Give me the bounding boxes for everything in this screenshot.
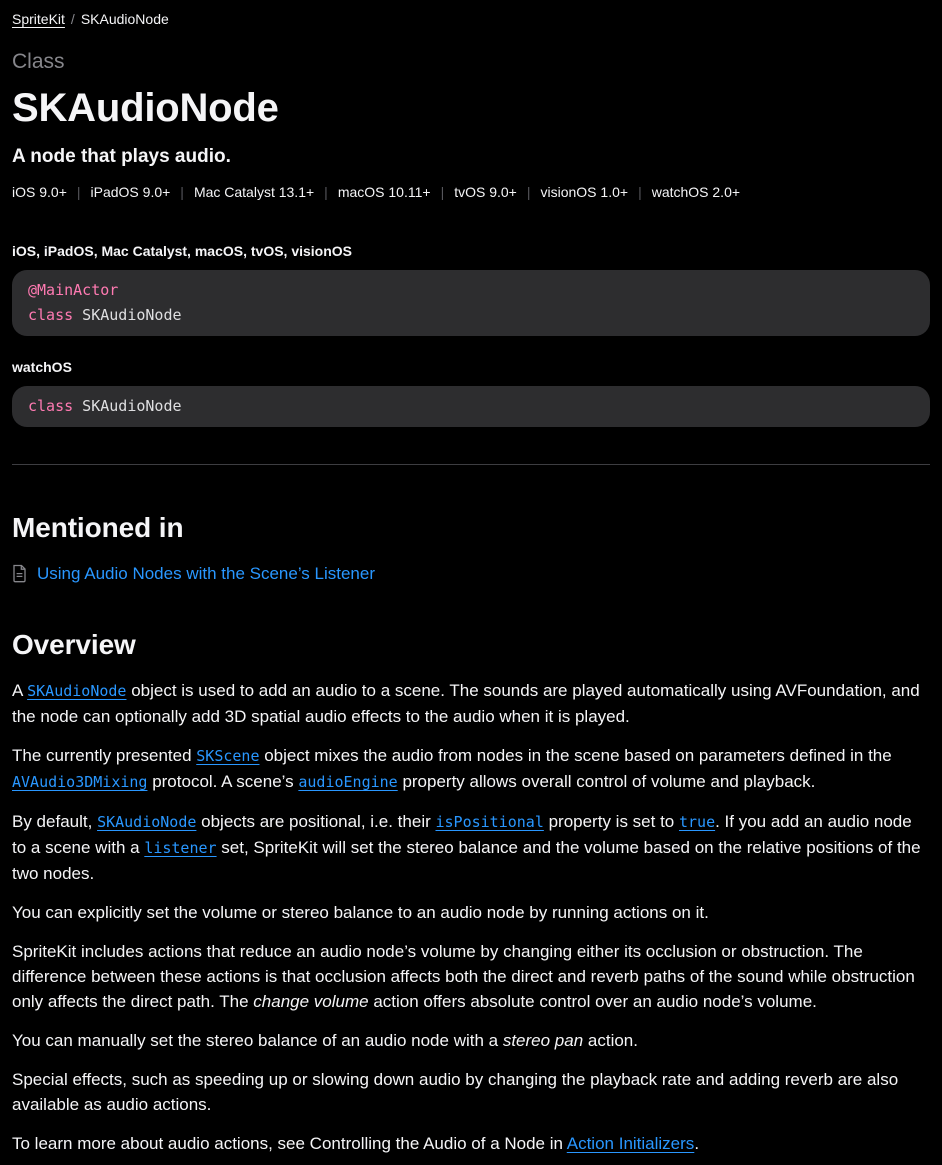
paragraph xyxy=(12,1131,930,1156)
code-identifier: SKAudioNode xyxy=(73,397,182,415)
inline-code-link[interactable]: isPositional xyxy=(435,813,544,831)
code-keyword: class xyxy=(28,306,74,324)
mentioned-article-link[interactable]: Using Audio Nodes with the Scene’s Listener xyxy=(37,564,375,583)
platform-separator: | xyxy=(180,184,184,200)
breadcrumb-current: SKAudioNode xyxy=(80,11,169,27)
mentioned-in-heading: Mentioned in xyxy=(12,512,184,543)
text-run: Special effects, such as speeding up or slowing down audio by changing the playback rate and adding reverb are also available as audio actions. xyxy=(12,1070,899,1114)
paragraph xyxy=(12,743,930,795)
platform-separator: | xyxy=(324,184,328,200)
declaration-platform-label: iOS, iPadOS, Mac Catalyst, macOS, tvOS, visionOS xyxy=(12,243,353,259)
text-run: SpriteKit includes actions that reduce an audio node’s volume by changing either its occlusion or obstruction. The difference between these actions is that occlusion affects both the direct and reverb paths of the sound while obstruction only affects the direct path. The xyxy=(12,942,915,1011)
text-run: By default, xyxy=(12,812,98,831)
breadcrumb-link-spritekit[interactable]: SpriteKit xyxy=(12,11,65,27)
paragraph xyxy=(12,1067,930,1117)
platform-badge: Mac Catalyst 13.1+ xyxy=(193,184,315,200)
overview-heading: Overview xyxy=(12,629,136,660)
paragraph xyxy=(12,1028,930,1053)
page-title: SKAudioNode xyxy=(12,86,279,130)
text-run: action offers absolute control over an audio node’s volume. xyxy=(368,992,817,1011)
text-run: action. xyxy=(583,1031,638,1050)
breadcrumb xyxy=(12,11,930,27)
emphasis-text: change volume xyxy=(253,992,369,1011)
text-run: objects are positional, i.e. their xyxy=(196,812,436,831)
platform-separator: | xyxy=(526,184,531,200)
platform-separator: | xyxy=(638,184,642,200)
document-icon xyxy=(12,564,27,583)
inline-code-link[interactable]: AVAudio3DMixing xyxy=(12,773,148,791)
inline-code-link[interactable]: SKScene xyxy=(196,747,260,765)
text-run: property allows overall control of volume and playback. xyxy=(397,772,816,791)
declaration-code-block xyxy=(12,386,930,427)
declaration-code-block xyxy=(12,270,930,336)
inline-code-link[interactable]: SKAudioNode xyxy=(97,813,197,831)
platform-badge: macOS 10.11+ xyxy=(337,184,431,200)
platform-separator: | xyxy=(440,184,445,200)
inline-code-link[interactable]: true xyxy=(678,813,716,831)
inline-code-link[interactable]: SKAudioNode xyxy=(27,682,127,700)
mentioned-article-row xyxy=(12,563,930,584)
code-keyword: class xyxy=(28,397,74,415)
paragraph xyxy=(12,678,930,729)
inline-code-link[interactable]: listener xyxy=(144,839,217,857)
emphasis-text: stereo pan xyxy=(502,1031,584,1050)
text-run: You can manually set the stereo balance of an audio node with a xyxy=(12,1031,503,1050)
declarations xyxy=(12,244,930,427)
page-abstract: A node that plays audio. xyxy=(12,146,231,167)
text-run: A xyxy=(12,681,28,700)
text-run: property is set to xyxy=(543,812,679,831)
text-run: object mixes the audio from nodes in the scene based on parameters defined in the xyxy=(259,746,892,765)
platform-badge: watchOS 2.0+ xyxy=(651,184,741,200)
text-run: protocol. A scene’s xyxy=(147,772,299,791)
overview-paragraphs xyxy=(12,678,930,1156)
code-identifier: SKAudioNode xyxy=(73,306,182,324)
paragraph xyxy=(12,809,930,886)
paragraph xyxy=(12,900,930,925)
inline-link[interactable]: Action Initializers xyxy=(566,1134,695,1153)
inline-code-link[interactable]: audioEngine xyxy=(298,773,398,791)
text-run: To learn more about audio actions, see Controlling the Audio of a Node in xyxy=(12,1134,567,1153)
platform-badge: iOS 9.0+ xyxy=(12,184,67,200)
text-run: The currently presented xyxy=(12,746,197,765)
paragraph xyxy=(12,939,930,1014)
text-run: . xyxy=(694,1134,700,1153)
code-keyword: @MainActor xyxy=(28,281,119,299)
platform-separator: | xyxy=(76,184,81,200)
platform-availability-row xyxy=(12,185,930,200)
text-run: object is used to add an audio to a scene. The sounds are played automatically using AVFoundation, and the node can optionally add 3D spatial audio effects to the audio when it is played. xyxy=(12,681,920,726)
code-line xyxy=(28,278,914,303)
text-run: . If you add an audio node to a scene with a xyxy=(12,812,912,857)
code-line xyxy=(28,303,914,328)
breadcrumb-separator: / xyxy=(70,11,75,27)
text-run: You can explicitly set the volume or stereo balance to an audio node by running actions on it. xyxy=(12,903,709,922)
platform-badge: tvOS 9.0+ xyxy=(454,184,517,200)
code-line xyxy=(28,394,914,419)
section-divider xyxy=(12,464,930,465)
platform-badge: visionOS 1.0+ xyxy=(540,184,629,200)
text-run: set, SpriteKit will set the stereo balance and the volume based on the relative positions of the two nodes. xyxy=(12,838,921,883)
platform-badge: iPadOS 9.0+ xyxy=(90,184,171,200)
page-eyebrow: Class xyxy=(12,50,65,73)
declaration-platform-label: watchOS xyxy=(12,359,72,375)
